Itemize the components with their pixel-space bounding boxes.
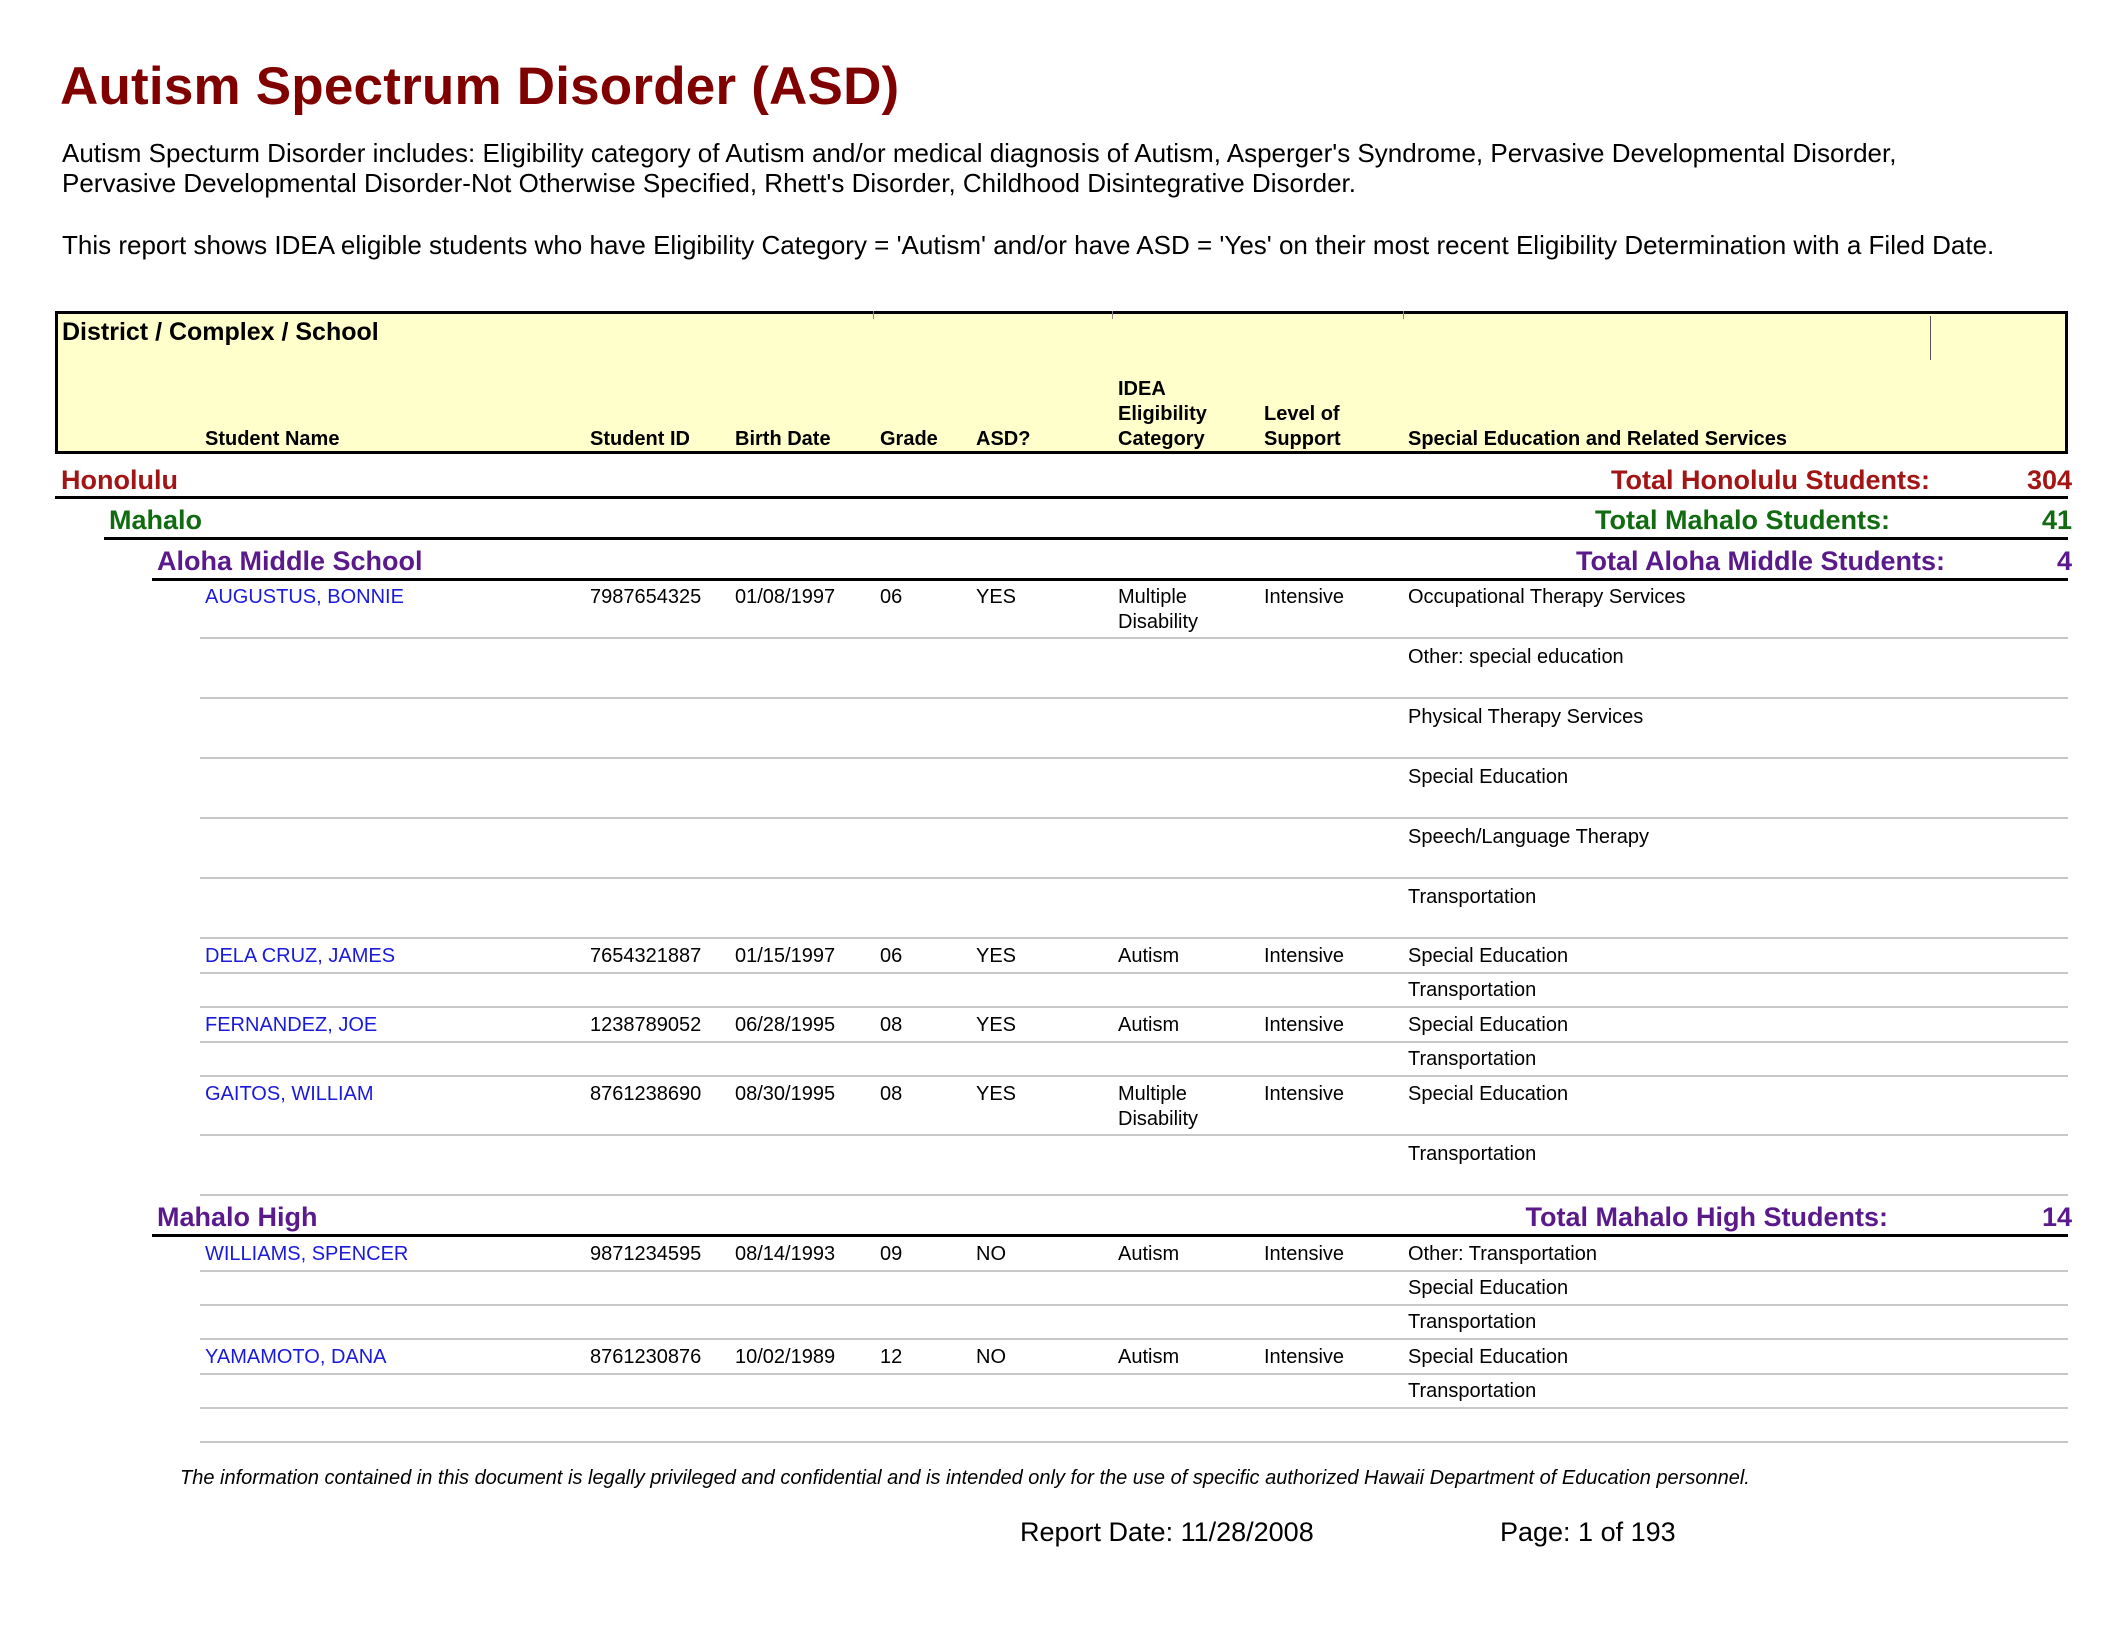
student-name[interactable]: WILLIAMS, SPENCER (205, 1243, 409, 1265)
service-item: Transportation (1408, 979, 1537, 1001)
grade: 06 (880, 586, 903, 608)
student-id: 7987654325 (590, 586, 702, 608)
row-divider (200, 817, 2068, 819)
grade: 12 (880, 1346, 903, 1368)
grade: 08 (880, 1014, 903, 1036)
grade: 09 (880, 1243, 903, 1265)
header-divider (1403, 311, 1404, 319)
student-id: 8761230876 (590, 1346, 702, 1368)
row-divider (200, 1134, 2068, 1136)
row-divider (200, 1041, 2068, 1043)
grade: 08 (880, 1083, 903, 1105)
asd-flag: NO (976, 1346, 1006, 1368)
service-item: Special Education (1408, 1014, 1569, 1036)
header-divider (1930, 316, 1931, 360)
report-date: Report Date: 11/28/2008 (1020, 1517, 1314, 1547)
student-name[interactable]: DELA CRUZ, JAMES (205, 945, 396, 967)
service-item: Transportation (1408, 1380, 1537, 1402)
service-item: Transportation (1408, 1143, 1537, 1165)
service-item: Special Education (1408, 1083, 1569, 1105)
birth-date: 08/14/1993 (735, 1243, 836, 1265)
header-divider (1112, 311, 1113, 319)
header-idea-1: IDEA (1118, 378, 1166, 400)
student-name[interactable]: AUGUSTUS, BONNIE (205, 586, 404, 608)
level-of-support: Intensive (1264, 1083, 1345, 1105)
intro-line-1: Autism Specturm Disorder includes: Eligibility category of Autism and/or medical diagnosis of Autism, Asperger's Syndrome, Pervasive Developmental Disorder, (62, 138, 1897, 168)
student-id: 9871234595 (590, 1243, 702, 1265)
complex-total: 41 (2041, 505, 2072, 535)
row-divider (200, 1338, 2068, 1340)
asd-flag: YES (976, 586, 1017, 608)
service-item: Special Education (1408, 1277, 1569, 1299)
row-divider (200, 1075, 2068, 1077)
asd-flag: YES (976, 1014, 1017, 1036)
school-total-label: Total Aloha Middle Students: (1576, 546, 1945, 576)
birth-date: 10/02/1989 (735, 1346, 836, 1368)
service-item: Transportation (1408, 886, 1537, 908)
report-title: Autism Spectrum Disorder (ASD) (60, 57, 900, 116)
level-of-support: Intensive (1264, 586, 1345, 608)
header-services: Special Education and Related Services (1408, 428, 1788, 450)
district-total: 304 (2026, 465, 2072, 495)
service-item: Special Education (1408, 1346, 1569, 1368)
eligibility-category: Autism (1118, 1346, 1180, 1368)
complex-name: Mahalo (109, 505, 203, 535)
eligibility-category: Autism (1118, 1243, 1180, 1265)
level-of-support: Intensive (1264, 1243, 1345, 1265)
row-divider (200, 1006, 2068, 1008)
student-id: 1238789052 (590, 1014, 702, 1036)
service-item: Occupational Therapy Services (1408, 586, 1686, 608)
asd-flag: YES (976, 945, 1017, 967)
asd-flag: NO (976, 1243, 1006, 1265)
header-student-id: Student ID (590, 428, 690, 450)
service-item: Other: special education (1408, 646, 1624, 668)
grade: 06 (880, 945, 903, 967)
student-name[interactable]: GAITOS, WILLIAM (205, 1083, 374, 1105)
district-divider (55, 496, 2068, 499)
header-divider (873, 311, 874, 319)
complex-divider (104, 537, 2068, 540)
student-name[interactable]: FERNANDEZ, JOE (205, 1014, 378, 1036)
birth-date: 06/28/1995 (735, 1014, 836, 1036)
row-divider (200, 1441, 2068, 1443)
service-item: Special Education (1408, 766, 1569, 788)
eligibility-category: Disability (1118, 1108, 1199, 1130)
service-item: Speech/Language Therapy (1408, 826, 1649, 848)
student-id: 7654321887 (590, 945, 702, 967)
row-divider (200, 937, 2068, 939)
school-name: Mahalo High (157, 1202, 318, 1232)
level-of-support: Intensive (1264, 1346, 1345, 1368)
header-birth-date: Birth Date (735, 428, 831, 450)
birth-date: 08/30/1995 (735, 1083, 836, 1105)
service-item: Transportation (1408, 1048, 1537, 1070)
service-item: Transportation (1408, 1311, 1537, 1333)
school-name: Aloha Middle School (157, 546, 423, 576)
school-total: 4 (2056, 546, 2072, 576)
eligibility-category: Multiple (1118, 586, 1187, 608)
school-total-label: Total Mahalo High Students: (1525, 1202, 1888, 1232)
row-divider (200, 1373, 2068, 1375)
level-of-support: Intensive (1264, 1014, 1345, 1036)
confidentiality-note: The information contained in this document is legally privileged and confidential and is intended only for the use of specific authorized Hawaii Department of Education personnel. (180, 1467, 1750, 1489)
intro-line-2: Pervasive Developmental Disorder-Not Otherwise Specified, Rhett's Disorder, Childhood Disintegrative Disorder. (62, 168, 1356, 198)
eligibility-category: Autism (1118, 945, 1180, 967)
service-item: Physical Therapy Services (1408, 706, 1644, 728)
school-divider (152, 1234, 2068, 1237)
row-divider (200, 1407, 2068, 1409)
header-idea-3: Category (1118, 428, 1205, 450)
level-of-support: Intensive (1264, 945, 1345, 967)
school-total: 14 (2041, 1202, 2072, 1232)
row-divider (200, 637, 2068, 639)
asd-flag: YES (976, 1083, 1017, 1105)
header-level-1: Level of (1264, 403, 1340, 425)
row-divider (200, 1304, 2068, 1306)
school-divider (152, 578, 2068, 581)
header-idea-2: Eligibility (1118, 403, 1207, 425)
birth-date: 01/15/1997 (735, 945, 836, 967)
row-divider (200, 1270, 2068, 1272)
row-divider (200, 1194, 2068, 1196)
header-grade: Grade (880, 428, 938, 450)
eligibility-category: Disability (1118, 611, 1199, 633)
intro-line-3: This report shows IDEA eligible students who have Eligibility Category = 'Autism' and/or have ASD = 'Yes' on their most recent Eligibility Determination with a Filed Date. (62, 230, 1995, 260)
birth-date: 01/08/1997 (735, 586, 836, 608)
page-number: Page: 1 of 193 (1500, 1517, 1676, 1547)
row-divider (200, 877, 2068, 879)
complex-total-label: Total Mahalo Students: (1595, 505, 1890, 535)
student-name[interactable]: YAMAMOTO, DANA (205, 1346, 387, 1368)
district-name: Honolulu (61, 465, 178, 495)
district-total-label: Total Honolulu Students: (1611, 465, 1930, 495)
header-level-2: Support (1264, 428, 1341, 450)
row-divider (200, 757, 2068, 759)
service-item: Other: Transportation (1408, 1243, 1597, 1265)
row-divider (200, 972, 2068, 974)
header-asd: ASD? (976, 428, 1031, 450)
service-item: Special Education (1408, 945, 1569, 967)
header-student-name: Student Name (205, 428, 340, 450)
eligibility-category: Autism (1118, 1014, 1180, 1036)
row-divider (200, 697, 2068, 699)
header-district-complex-school: District / Complex / School (62, 318, 379, 346)
eligibility-category: Multiple (1118, 1083, 1187, 1105)
student-id: 8761238690 (590, 1083, 702, 1105)
